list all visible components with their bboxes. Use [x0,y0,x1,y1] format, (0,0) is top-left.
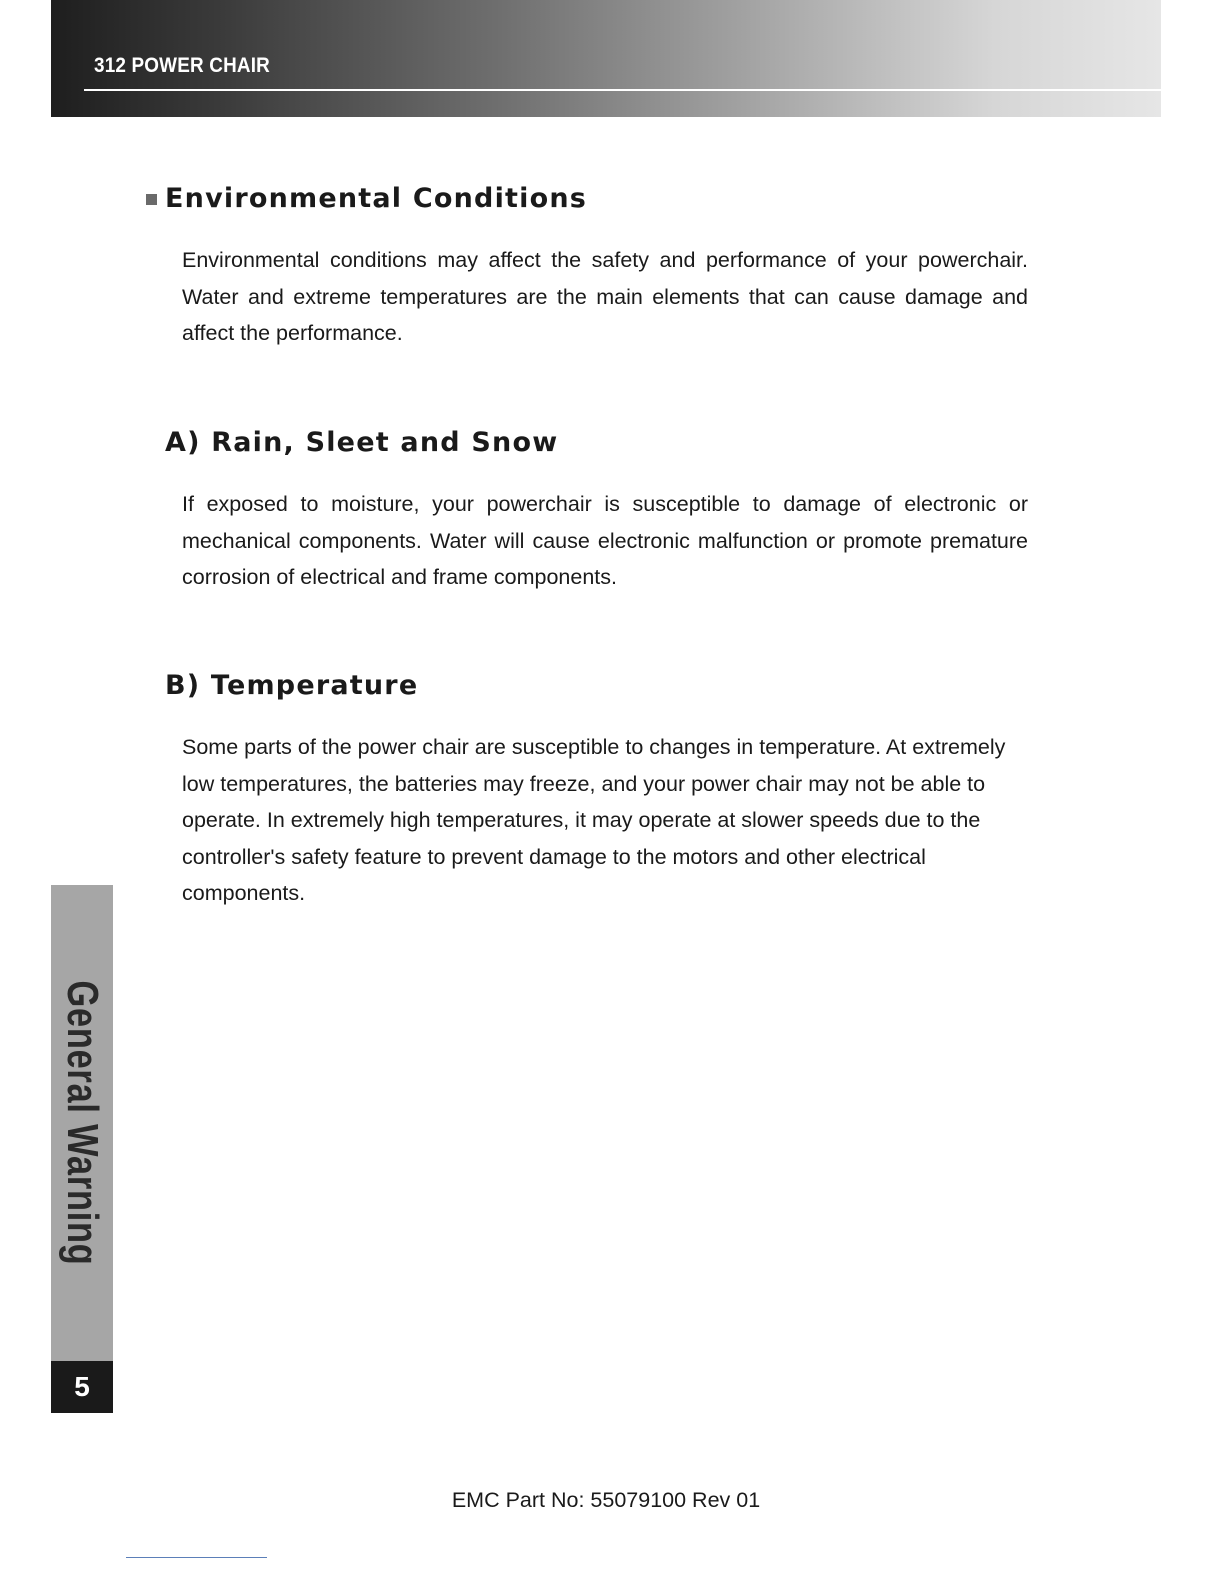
section-heading-environmental: Environmental Conditions [165,183,588,214]
bottom-rule [126,1557,267,1558]
footer-part-number: EMC Part No: 55079100 Rev 01 [451,1488,761,1512]
document-title: 312 POWER CHAIR [94,54,270,77]
section-body-temperature: Some parts of the power chair are susceptible to changes in temperature. At extremely low temperatures, the batteries may freeze, and your power chair may not be able to operate. In extremely high temperatures, it may operate at slower speeds due to the controller's safety feature to prevent damage to the motors and other electrical components. [182,735,1006,905]
header-divider [84,89,1161,91]
side-tab-label: General Warning [58,980,107,1266]
page-number: 5 [51,1361,113,1413]
section-heading-rain: A) Rain, Sleet and Snow [165,427,559,458]
section-body-environmental: Environmental conditions may affect the safety and performance of your powerchair. Water and extreme temperatures are the main elements that can cause damage and affect the performance. [182,248,1028,345]
section-bullet-icon [146,194,157,205]
section-heading-temperature: B) Temperature [165,670,419,701]
section-body-rain: If exposed to moisture, your powerchair is susceptible to damage of electronic or mechanical components. Water will cause electronic malfunction or promote premature corrosion of electrical and frame components. [182,492,1028,589]
